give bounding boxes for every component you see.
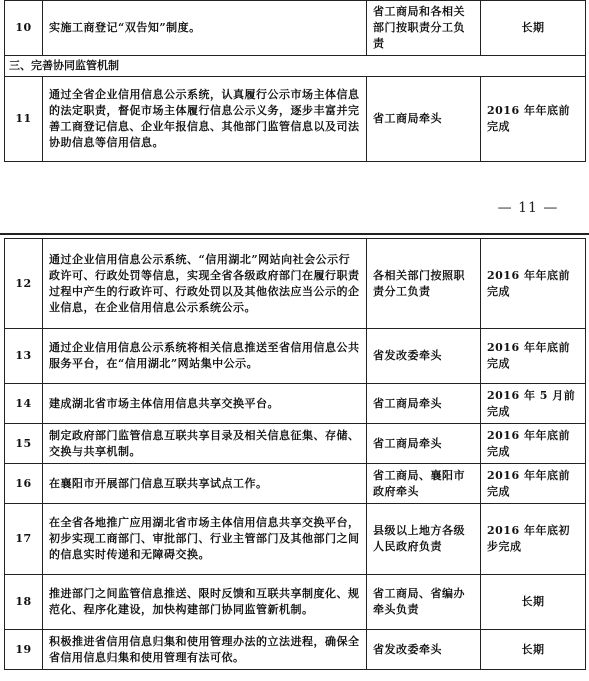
row-time-limit: 2016 年年底前完成	[481, 464, 586, 504]
bottom-table	[4, 238, 586, 670]
row-department: 省工商局和各相关部门按职责分工负责	[367, 1, 481, 56]
row-department: 省工商局牵头	[367, 77, 481, 162]
row-department: 县级以上地方各级人民政府负责	[367, 504, 481, 575]
row-content: 推进部门之间监管信息推送、限时反馈和互联共享制度化、规范化、程序化建设，加快构建部门协同监管新机制。	[43, 575, 367, 630]
row-content: 实施工商登记“双告知”制度。	[43, 1, 367, 56]
row-number: 14	[5, 384, 43, 424]
row-number: 16	[5, 464, 43, 504]
row-time-limit: 2016 年年底前完成	[481, 329, 586, 384]
section-heading-row	[5, 56, 586, 77]
page-divider	[0, 233, 589, 235]
row-department: 省发改委牵头	[367, 329, 481, 384]
row-content: 制定政府部门监管信息互联共享目录及相关信息征集、存储、交换与共享机制。	[43, 424, 367, 464]
row-content: 积极推进省信用信息归集和使用管理办法的立法进程，确保全省信用信息归集和使用管理有法可依。	[43, 630, 367, 670]
row-time-limit: 2016 年 5 月前完成	[481, 384, 586, 424]
section-heading: 三、完善协同监管机制	[5, 56, 586, 77]
table-row	[5, 384, 586, 424]
row-time-limit: 长期	[481, 575, 586, 630]
row-department: 省工商局、省编办牵头负责	[367, 575, 481, 630]
top-table	[4, 0, 586, 162]
table-row	[5, 575, 586, 630]
row-number: 11	[5, 77, 43, 162]
row-number: 12	[5, 239, 43, 329]
row-department: 省工商局牵头	[367, 384, 481, 424]
row-time-limit: 2016 年年底前完成	[481, 77, 586, 162]
row-time-limit: 2016 年年底前完成	[481, 239, 586, 329]
row-department: 省工商局、襄阳市政府牵头	[367, 464, 481, 504]
row-department: 各相关部门按照职责分工负责	[367, 239, 481, 329]
row-department: 省工商局牵头	[367, 424, 481, 464]
row-time-limit: 2016 年年底初步完成	[481, 504, 586, 575]
table-row	[5, 1, 586, 56]
row-time-limit: 2016 年年底前完成	[481, 424, 586, 464]
table-row	[5, 329, 586, 384]
table-row	[5, 239, 586, 329]
row-content: 建成湖北省市场主体信用信息共享交换平台。	[43, 384, 367, 424]
row-number: 18	[5, 575, 43, 630]
row-content: 通过全省企业信用信息公示系统，认真履行公示市场主体信息的法定职责，督促市场主体履行信息公示义务，逐步丰富并完善工商登记信息、企业年报信息、其他部门监管信息以及司法协助信息等信用信息。	[43, 77, 367, 162]
row-number: 19	[5, 630, 43, 670]
row-content: 通过企业信用信息公示系统、“信用湖北”网站向社会公示行政许可、行政处罚等信息，实现全省各级政府部门在履行职责过程中产生的行政许可、行政处罚以及其他依法应当公示的企业信息，在企业信用信息公示系统公示。	[43, 239, 367, 329]
row-content: 通过企业信用信息公示系统将相关信息推送至省信用信息公共服务平台，在“信用湖北”网站集中公示。	[43, 329, 367, 384]
row-time-limit: 长期	[481, 1, 586, 56]
row-content: 在全省各地推广应用湖北省市场主体信用信息共享交换平台，初步实现工商部门、审批部门、行业主管部门及其他部门之间的信息实时传递和无障碍交换。	[43, 504, 367, 575]
table-row	[5, 630, 586, 670]
row-number: 17	[5, 504, 43, 575]
page-number: — 11 —	[497, 200, 559, 216]
row-time-limit: 长期	[481, 630, 586, 670]
row-content: 在襄阳市开展部门信息互联共享试点工作。	[43, 464, 367, 504]
row-number: 13	[5, 329, 43, 384]
row-number: 10	[5, 1, 43, 56]
table-row	[5, 504, 586, 575]
row-number: 15	[5, 424, 43, 464]
table-row	[5, 464, 586, 504]
table-row	[5, 77, 586, 162]
table-row	[5, 424, 586, 464]
row-department: 省发改委牵头	[367, 630, 481, 670]
